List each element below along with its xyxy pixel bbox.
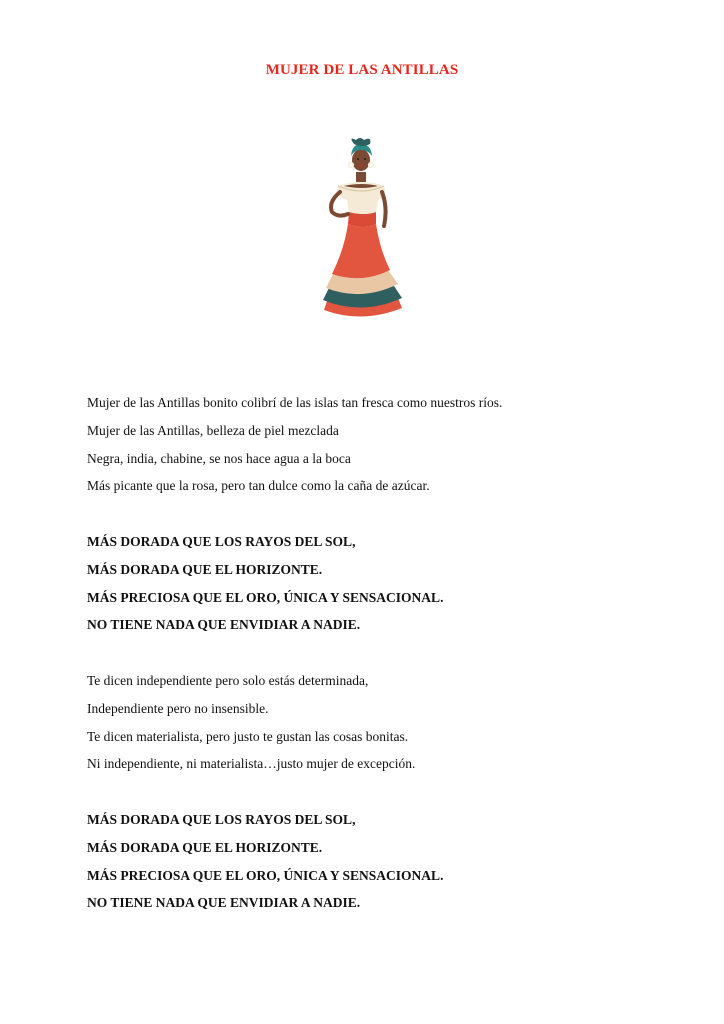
chorus-line: MÁS PRECIOSA QUE EL ORO, ÚNICA Y SENSACIONAL.: [87, 589, 444, 605]
verse-line: Mujer de las Antillas bonito colibrí de las islas tan fresca como nuestros ríos.: [87, 395, 503, 410]
chorus-2: [87, 806, 687, 917]
verse-line: Ni independiente, ni materialista…justo mujer de excepción.: [87, 756, 416, 772]
chorus-line: MÁS DORADA QUE EL HORIZONTE.: [87, 839, 323, 855]
page-title: MUJER DE LAS ANTILLAS: [265, 62, 459, 78]
caribbean-woman-illustration-icon: [318, 138, 406, 322]
verse-line: Te dicen independiente pero solo estás determinada,: [87, 673, 369, 688]
chorus-line: NO TIENE NADA QUE ENVIDIAR A NADIE.: [87, 895, 361, 911]
chorus-line: NO TIENE NADA QUE ENVIDIAR A NADIE.: [87, 617, 361, 633]
chorus-line: MÁS PRECIOSA QUE EL ORO, ÚNICA Y SENSACIONAL.: [87, 867, 444, 883]
stanza-2: [87, 667, 687, 778]
verse-line: Negra, india, chabine, se nos hace agua a la boca: [87, 450, 351, 466]
chorus-line: MÁS DORADA QUE LOS RAYOS DEL SOL,: [87, 534, 356, 549]
chorus-1: [87, 528, 687, 639]
chorus-line: MÁS DORADA QUE EL HORIZONTE.: [87, 561, 323, 577]
verse-line: Te dicen materialista, pero justo te gustan las cosas bonitas.: [87, 728, 409, 744]
verse-line: Independiente pero no insensible.: [87, 700, 269, 716]
chorus-line: MÁS DORADA QUE LOS RAYOS DEL SOL,: [87, 812, 356, 827]
verse-line: Mujer de las Antillas, belleza de piel mezclada: [87, 422, 339, 438]
stanza-1: [87, 389, 687, 500]
verse-line: Más picante que la rosa, pero tan dulce como la caña de azúcar.: [87, 478, 430, 494]
